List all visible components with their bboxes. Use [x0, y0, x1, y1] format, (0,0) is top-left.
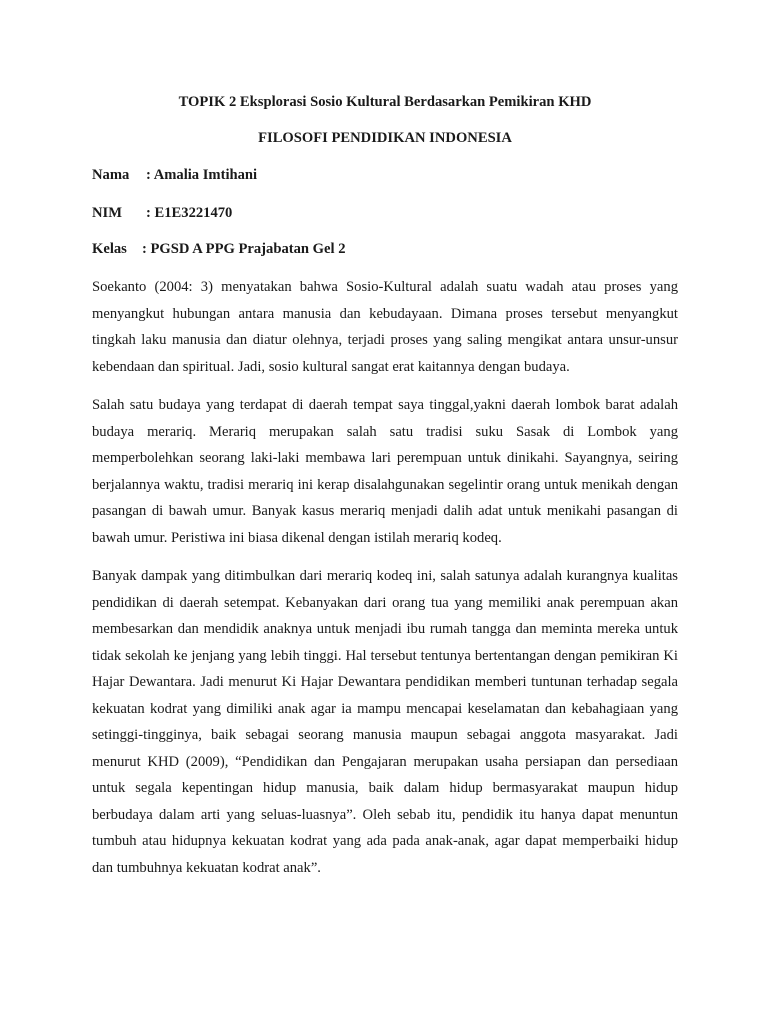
field-label: Nama	[92, 167, 130, 183]
field-value: : Amalia Imtihani	[146, 167, 258, 183]
field-kelas	[92, 241, 346, 258]
field-label: Kelas	[92, 241, 127, 257]
paragraph: Salah satu budaya yang terdapat di daerah tempat saya tinggal,yakni daerah lombok barat adalah budaya merariq. Merariq merupakan salah satu tradisi suku Sasak di Lombok yang memperbolehkan seorang laki-laki membawa lari perempuan untuk dinikahi. Sayangnya, seiring berjalannya waktu, tradisi merariq ini kerap disalahgunakan segelintir orang untuk menikah dengan pasangan di bawah umur. Banyak kasus merariq menjadi dalih adat untuk menikahi pasangan di bawah umur. Peristiwa ini biasa dikenal dengan istilah merariq kodeq.	[92, 397, 678, 546]
document-subtitle: FILOSOFI PENDIDIKAN INDONESIA	[258, 130, 512, 146]
field-nim	[92, 205, 232, 222]
paragraph: Banyak dampak yang ditimbulkan dari merariq kodeq ini, salah satunya adalah kurangnya kualitas pendidikan di daerah setempat. Kebanyakan dari orang tua yang memiliki anak perempuan akan membesarkan dan mendidik anaknya untuk menjadi ibu rumah tangga dan meminta mereka untuk tidak sekolah ke jenjang yang lebih tinggi. Hal tersebut tentunya bertentangan dengan pemikiran Ki Hajar Dewantara. Jadi menurut Ki Hajar Dewantara pendidikan memberi tuntunan terhadap segala kekuatan kodrat yang dimiliki anak agar ia mampu mencapai keselamatan dan kebahagiaan yang setinggi-tingginya, baik sebagai seorang manusia maupun sebagai anggota masyarakat. Jadi menurut KHD (2009), “Pendidikan dan Pengajaran merupakan usaha persiapan dan persediaan untuk segala kepentingan hidup manusia, baik dalam hidup bermasyarakat maupun hidup berbudaya dalam arti yang seluas-luasnya”. Oleh sebab itu, pendidik itu hanya dapat menuntun tumbuh atau hidupnya kekuatan kodrat yang ada pada anak-anak, agar dapat memperbaiki hidup dan tumbuhnya kekuatan kodrat anak”.	[92, 568, 678, 876]
field-value: : PGSD A PPG Prajabatan Gel 2	[142, 241, 346, 257]
paragraph: Soekanto (2004: 3) menyatakan bahwa Sosio-Kultural adalah suatu wadah atau proses yang menyangkut hubungan antara manusia dan kebudayaan. Dimana proses tersebut menyangkut tingkah laku manusia dan diatur olehnya, terjadi proses yang saling mengikat antara unsur-unsur kebendaan dan spiritual. Jadi, sosio kultural sangat erat kaitannya dengan budaya.	[92, 279, 678, 375]
field-label: NIM	[92, 205, 122, 221]
field-nama	[92, 167, 257, 184]
field-value: : E1E3221470	[146, 205, 233, 221]
document-title: TOPIK 2 Eksplorasi Sosio Kultural Berdasarkan Pemikiran KHD	[178, 94, 592, 110]
